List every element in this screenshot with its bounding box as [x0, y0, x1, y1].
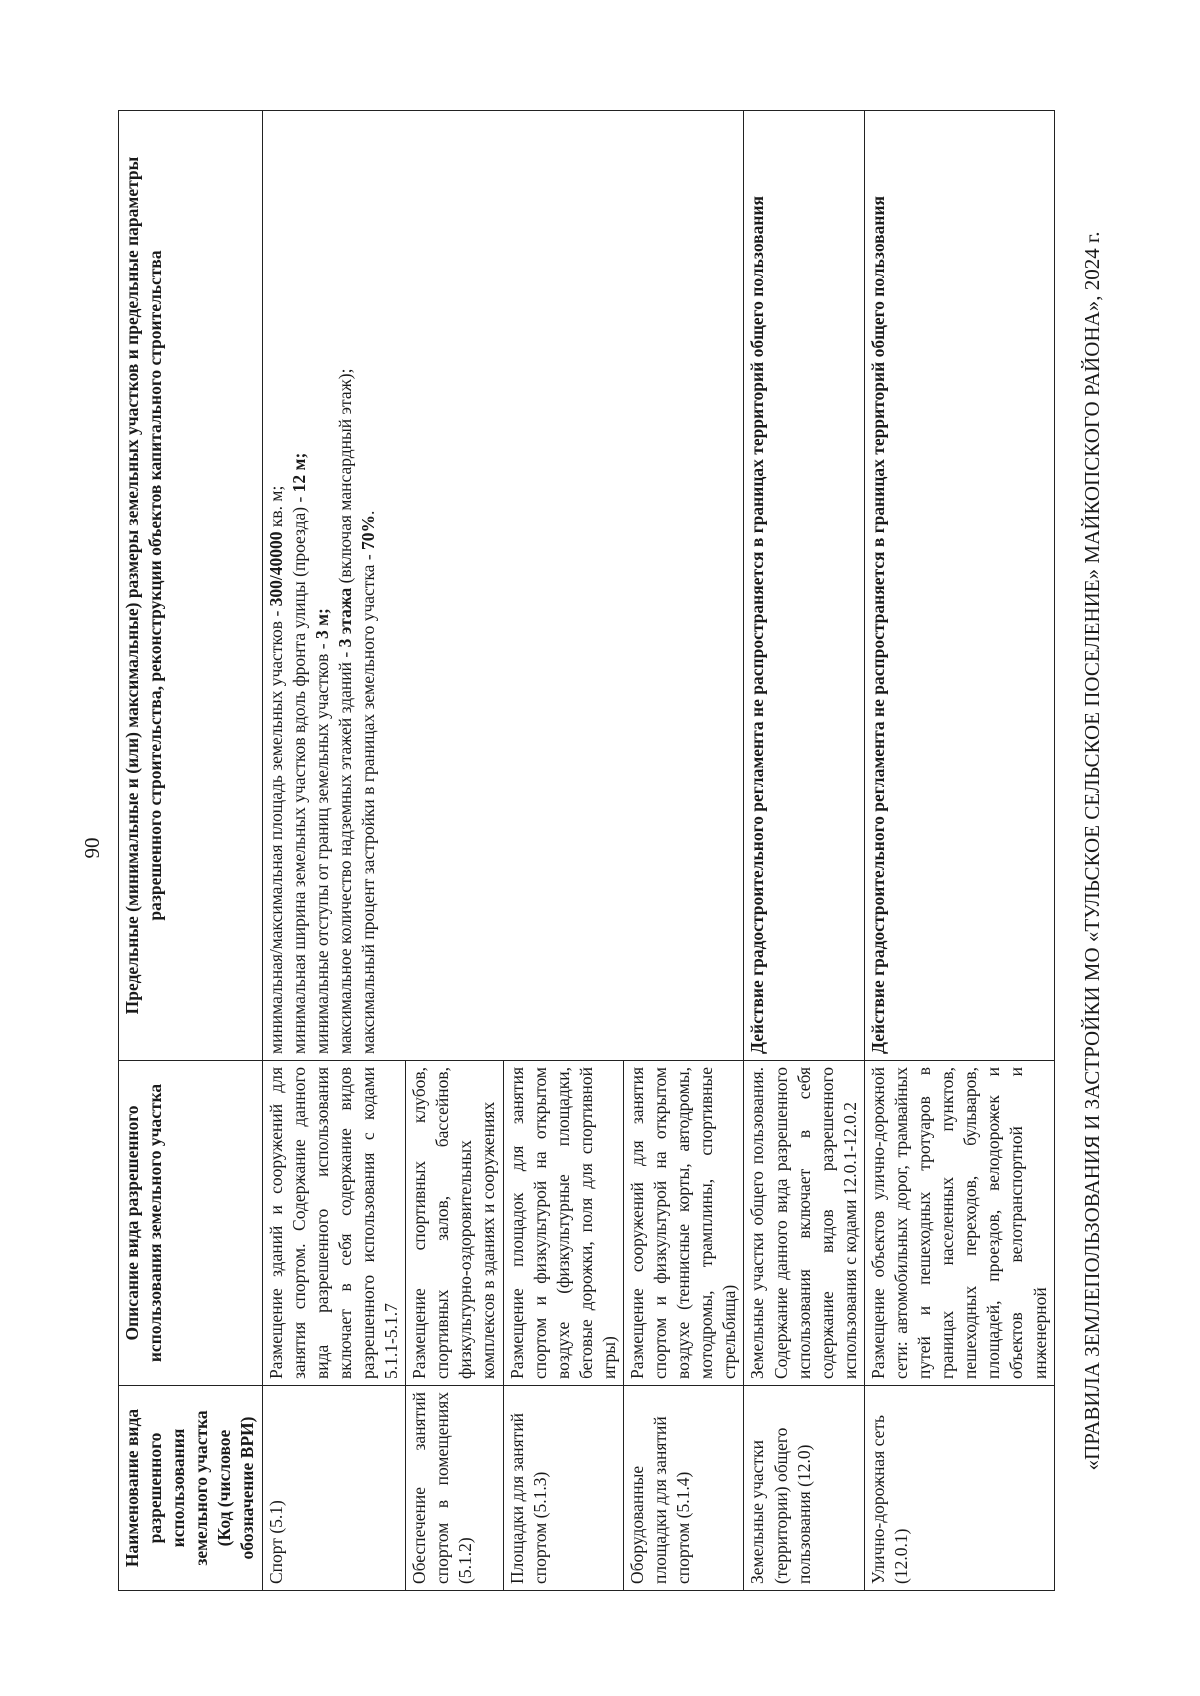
row-parameters: Действие градостроительного регламента не распространяется в границах территорий общего пользования [864, 111, 1054, 1061]
row-parameters: Действие градостроительного регламента не распространяется в границах территорий общего пользования [744, 111, 864, 1061]
param-width: минимальная ширина земельных участков вдоль фронта улицы (проезда) - 12 м; [288, 452, 309, 1054]
document-footer: «ПРАВИЛА ЗЕМЛЕПОЛЬЗОВАНИЯ И ЗАСТРОЙКИ МО «ТУЛЬСКОЕ СЕЛЬСКОЕ ПОСЕЛЕНИЕ» МАЙКОПСКОГО РАЙОНА», 2024 г. [1080, 231, 1104, 1471]
row-name: Спорт (5.1) [262, 1386, 406, 1591]
sport-parameters-cell [262, 111, 744, 1061]
param-floors: максимальное количество надземных этажей зданий - 3 этажа (включая мансардный этаж); [334, 368, 355, 1054]
row-description: Размещение площадок для занятия спортом и физкультурой на открытом воздухе (физкультурные площадки, беговые дорожки, поля для спортивной игры) [503, 1061, 623, 1386]
row-name: Оборудованные площадки для занятий спортом (5.1.4) [623, 1386, 743, 1591]
param-coverage: максимальный процент застройки в границах земельного участка - 70%. [357, 510, 378, 1054]
row-name: Улично-дорожная сеть (12.0.1) [864, 1386, 1054, 1591]
row-description: Земельные участки общего пользования. Содержание данного вида разрешенного использования включает в себя содержание видов разрешенного использования с кодами 12.0.1-12.0.2 [744, 1061, 864, 1386]
row-name: Площадки для занятий спортом (5.1.3) [503, 1386, 623, 1591]
row-description: Размещение сооружений для занятия спортом и физкультурой на открытом воздухе (теннисные корты, автодромы, мотодромы, трамплины, спортивные стрельбища) [623, 1061, 743, 1386]
page-number: 90 [80, 837, 104, 859]
row-description: Размещение объектов улично-дорожной сети: автомобильных дорог, трамвайных путей и пешеходных тротуаров в границах населенных пунктов, пешеходных переходов, бульваров, площадей, проездов, велодорожек и объектов велотранспортной и инженерной [864, 1061, 1054, 1386]
row-name: Обеспечение занятий спортом в помещениях (5.1.2) [406, 1386, 503, 1591]
table-header-row [119, 111, 263, 1591]
row-description: Размещение зданий и сооружений для занятия спортом. Содержание данного вида разрешенного использования включает в себя содержание видов разрешенного использования с кодами 5.1.1-5.1.7 [262, 1061, 406, 1386]
header-vri-name: Наименование вида разрешенного использования земельного участка (Код (числовое обозначение ВРИ) [119, 1386, 263, 1591]
table-row [744, 111, 864, 1591]
row-name: Земельные участки (территории) общего пользования (12.0) [744, 1386, 864, 1591]
row-description: Размещение спортивных клубов, спортивных залов, бассейнов, физкультурно-оздоровительных комплексов в зданиях и сооружениях [406, 1061, 503, 1386]
header-parameters: Предельные (минимальные и (или) максимальные) размеры земельных участков и предельные параметры разрешенного строительства, реконструкции объектов капитального строительства [119, 111, 263, 1061]
param-setback: минимальные отступы от границ земельных участков - 3 м; [311, 608, 332, 1054]
header-vri-description: Описание вида разрешенного использования земельного участка [119, 1061, 263, 1386]
table-row [262, 111, 406, 1591]
table-row [864, 111, 1054, 1591]
param-area: минимальная/максимальная площадь земельных участков - 300/40000 кв. м; [265, 485, 286, 1054]
regulations-table [118, 110, 1055, 1591]
